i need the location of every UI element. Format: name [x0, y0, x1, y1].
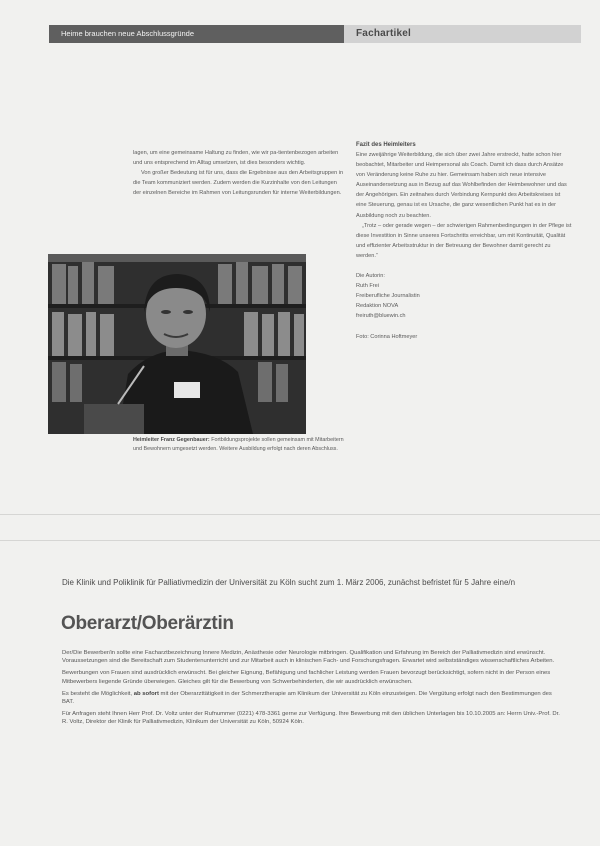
- author-email-link[interactable]: freiruth@bluewin.ch: [356, 313, 406, 320]
- caption-lead: Heimleiter Franz Gegenbauer:: [133, 437, 210, 443]
- section-header-left: Heime brauchen neue Abschlussgründe: [49, 25, 344, 43]
- article-paragraph: Eine zweijährige Weiterbildung, die sich über zwei Jahre erstreckt, hatte schon hier beobachtet, Mitarbeiter und Heimpersonal als Coach. Damit ich dass durch Ansätze von Veränderung keine Ruhe zu hier. Gemeinsam haben sich neue intensive Auseinandersetzung aus in Bezug auf das Wohlbefinden der Heimbewohner und das der Angehörigen. Ein zeitnahes durch Verbindung Kernpunkt des Arbeitskreises ist eine Steuerung, genau ist es Ursache, die ganz wesentlichen Punkt hat es in der Ausbildung noch zu beachten.: [356, 152, 567, 219]
- author-line: Ruth Frei: [356, 283, 380, 290]
- quote-paragraph: „Trotz – oder gerade wegen – der schwierigen Rahmenbedingungen in der Pflege ist diese Investition in Sinne unseres Fortschritts erreichbar, um mit Kontinuität, Qualität und effizienter Arbeitsstruktur in der Betreuung der Bewohner damit gerecht zu werden.“: [356, 222, 572, 259]
- article-left-column: [133, 148, 345, 198]
- job-ad-title: Oberarzt/Oberärztin: [61, 613, 234, 634]
- article-right-column: [356, 140, 572, 342]
- section-heading: Fazit des Heimleiters: [356, 142, 416, 148]
- job-ad-paragraph: Der/Die Bewerber/in sollte eine Facharztbezeichnung Innere Medizin, Anästhesie oder Neurologie mitbringen. Qualifikation und Erfahrung im Bereich der Palliativmedizin sind erwünscht. Voraussetzungen sind die Bereitschaft zum Studentenunterricht und zur Mitarbeit auch in klinischen Fach- und Forschungsfragen. Erwartet wird selbstständiges wissenschaftliches Arbeiten.: [62, 650, 555, 665]
- article-paragraph: lagen, um eine gemeinsame Haltung zu finden, wie wir pa-tientenbezogen arbeiten und uns entsprechend im Alltag umsetzen, ist dies besonders wichtig.: [133, 150, 339, 167]
- caption-text: Fortbildungsprojekte sollen gemeinsam mit Mitarbeitern und Bewohnern umgesetzt werden. Weitere Ausbildung erfolgt nach deren Abschluss.: [133, 437, 344, 452]
- author-line: Freiberufliche Journalistin: [356, 293, 420, 300]
- section-header-right: Fachartikel: [344, 25, 581, 43]
- photo-illustration: [48, 254, 306, 434]
- author-label: Die Autorin:: [356, 273, 385, 280]
- job-ad-body: [62, 649, 562, 731]
- author-line: Redaktion NOVA: [356, 303, 399, 310]
- article-photo: [48, 254, 306, 434]
- divider: [0, 540, 600, 541]
- job-ad-paragraph: Es besteht die Möglichkeit, ab sofort mit der Oberarzttätigkeit in der Schmerztherapie am Klinikum der Universität zu Köln einzusteigen. Die Vergütung erfolgt nach den Bestimmungen des BAT.: [62, 690, 552, 706]
- job-ad-paragraph: Bewerbungen von Frauen sind ausdrücklich erwünscht. Bei gleicher Eignung, Befähigung und fachlicher Leistung werden Frauen bevorzugt berücksichtigt, sofern nicht in der Person eines Mitbewerbers liegende Gründe überwiegen. Gleiches gilt für die Bewerbung von Schwerbehinderten, die wir ausdrücklich erwünschen.: [62, 670, 551, 685]
- divider: [0, 514, 600, 515]
- article-paragraph: Von großer Bedeutung ist für uns, dass die Ergebnisse aus den Arbeitsgruppen in die Team kommuniziert werden. Zudem werden die Kurzinhalte von den Leitungen der einzelnen Bereiche im Rahmen von Leitungsrunden für interne Weiterbildungen.: [133, 170, 344, 197]
- job-ad-paragraph: Für Anfragen steht Ihnen Herr Prof. Dr. Voltz unter der Rufnummer (0221) 478-3361 gerne zur Verfügung. Ihre Bewerbung mit den üblichen Unterlagen bis 10.10.2005 an: Herrn Univ.-Prof. Dr. R. Voltz, Direktor der Klinik für Palliativmedizin, Klinikum der Universität zu Köln, 50924 Köln.: [62, 711, 560, 726]
- author-block: [356, 271, 572, 321]
- photo-caption: [133, 436, 353, 454]
- emphasis-text: ab sofort: [133, 690, 159, 697]
- photo-credit: Foto: Corinna Hoftmeyer: [356, 333, 418, 340]
- job-ad-intro: Die Klinik und Poliklinik für Palliativmedizin der Universität zu Köln sucht zum 1. März 2006, zunächst befristet für 5 Jahre eine/n: [62, 578, 516, 587]
